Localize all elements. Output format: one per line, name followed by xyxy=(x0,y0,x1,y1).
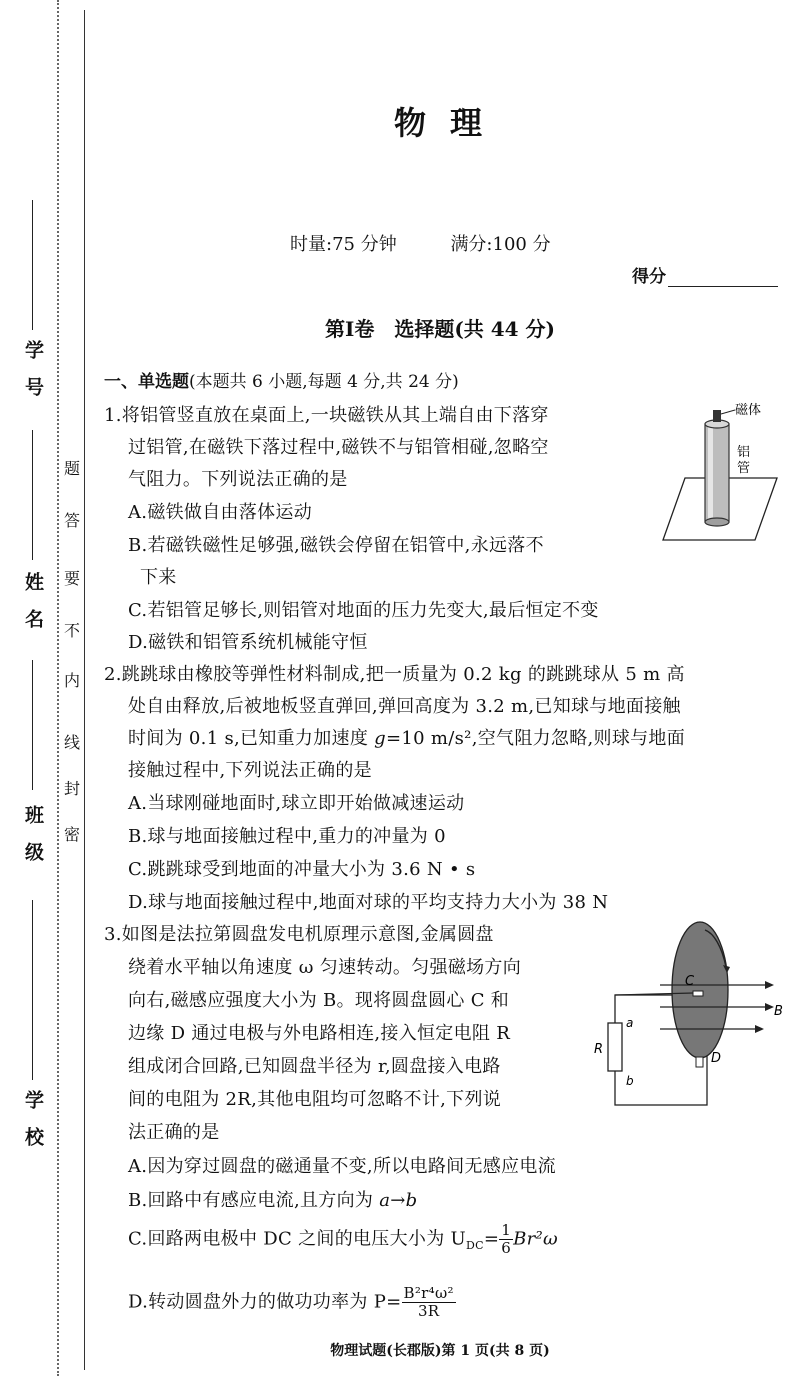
metal-disk xyxy=(672,922,728,1058)
q3-option-a: A.因为穿过圆盘的磁通量不变,所以电路间无感应电流 xyxy=(128,1156,556,1177)
q1-option-b: B.若磁铁磁性足够强,磁铁会停留在铝管中,永远落不 xyxy=(128,535,544,556)
notice-char: 密 xyxy=(63,825,80,844)
part-heading xyxy=(104,367,459,392)
q1-line: 过铝管,在磁铁下落过程中,磁铁不与铝管相碰,忽略空 xyxy=(128,437,549,458)
notice-char: 不 xyxy=(63,621,80,640)
label-b: b xyxy=(626,1074,634,1088)
gravity-symbol: g xyxy=(374,728,386,749)
exam-full-score: 满分:100 分 xyxy=(450,234,551,255)
part-note: (本题共 6 小题,每题 4 分,共 24 分) xyxy=(189,372,459,392)
q1-line: 气阻力。下列说法正确的是 xyxy=(128,469,348,490)
field-arrowhead xyxy=(765,1003,774,1011)
notice-char: 答 xyxy=(63,511,80,530)
tube-label-2: 管 xyxy=(737,461,751,476)
field-arrowhead xyxy=(755,1025,764,1033)
q2-line: 2.跳跳球由橡胶等弹性材料制成,把一质量为 0.2 kg 的跳跳球从 5 m 高 xyxy=(104,664,685,685)
edge-wire xyxy=(700,1067,707,1105)
q3-option-d-text: D.转动圆盘外力的做功功率为 P= xyxy=(128,1291,402,1313)
score-field xyxy=(632,262,778,287)
power-denominator: 3R xyxy=(417,1302,440,1320)
magnet-label: 磁体 xyxy=(735,403,762,418)
q3-line: 边缘 D 通过电极与外电路相连,接入恒定电阻 R xyxy=(128,1023,511,1044)
q2-line: 接触过程中,下列说法正确的是 xyxy=(128,760,372,781)
name-label: 姓名 xyxy=(22,572,44,646)
seal-notice xyxy=(62,0,82,1376)
field-arrowhead xyxy=(765,981,774,989)
voltage-expression: Br²ω xyxy=(513,1228,559,1250)
q2-line-part: =10 m/s²,空气阻力忽略,则球与地面 xyxy=(386,728,686,749)
q3-option-b-text: B.回路中有感应电流,且方向为 xyxy=(128,1190,380,1211)
exam-meta xyxy=(290,230,599,256)
center-electrode xyxy=(693,991,703,996)
part-label: 一、单选题 xyxy=(104,372,189,392)
q1-option-a: A.磁铁做自由落体运动 xyxy=(128,502,313,523)
tube-bottom xyxy=(705,518,729,526)
page-footer: 物理试题(长郡版)第 1 页(共 8 页) xyxy=(330,1343,550,1359)
q1-option-b-cont: 下来 xyxy=(140,567,177,588)
q3-option-c-text: C.回路两电极中 DC 之间的电压大小为 U xyxy=(128,1228,466,1250)
notice-char: 封 xyxy=(63,779,80,798)
label-a: a xyxy=(626,1016,634,1030)
power-numerator: B²r⁴ω² xyxy=(403,1284,454,1302)
notice-char: 线 xyxy=(63,733,80,752)
fraction-denominator: 6 xyxy=(501,1239,512,1257)
tube-label-1: 铝 xyxy=(737,445,751,460)
q3-line: 绕着水平轴以角速度 ω 匀速转动。匀强磁场方向 xyxy=(128,957,522,978)
q1-option-d: D.磁铁和铝管系统机械能守恒 xyxy=(128,632,368,653)
q3-option-b xyxy=(128,1186,417,1212)
class-blank xyxy=(32,660,33,790)
label-D: D xyxy=(711,1051,722,1066)
notice-char: 要 xyxy=(63,569,80,588)
student-id-blank xyxy=(32,200,33,330)
class-label: 班级 xyxy=(22,805,44,879)
q2-line-part: 时间为 0.1 s,已知重力加速度 xyxy=(128,728,369,749)
resistor xyxy=(608,1023,622,1071)
q3-line: 3.如图是法拉第圆盘发电机原理示意图,金属圆盘 xyxy=(104,924,494,945)
tube-highlight xyxy=(708,424,713,522)
student-id-label: 学号 xyxy=(22,340,44,414)
q3-figure-faraday-disk xyxy=(590,915,790,1115)
label-B: B xyxy=(774,1004,783,1019)
edge-electrode xyxy=(696,1057,703,1067)
binding-dotted-line xyxy=(57,0,59,1376)
q2-option-c: C.跳跳球受到地面的冲量大小为 3.6 N • s xyxy=(128,859,476,880)
notice-char: 内 xyxy=(63,671,80,690)
q1-figure-magnet-tube xyxy=(655,400,785,550)
q2-line: 处自由释放,后被地板竖直弹回,弹回高度为 3.2 m,已知球与地面接触 xyxy=(128,696,681,717)
q3-line: 向右,磁感应强度大小为 B。现将圆盘圆心 C 和 xyxy=(128,990,510,1011)
fraction-numerator: 1 xyxy=(501,1221,512,1239)
q2-option-b: B.球与地面接触过程中,重力的冲量为 0 xyxy=(128,826,446,847)
section-title: 第Ⅰ卷 选择题(共 44 分) xyxy=(324,317,556,341)
q3-line: 法正确的是 xyxy=(128,1122,220,1143)
fraction-one-sixth xyxy=(499,1222,513,1257)
q2-option-d: D.球与地面接触过程中,地面对球的平均支持力大小为 38 N xyxy=(128,892,609,913)
power-fraction xyxy=(402,1285,456,1320)
score-blank xyxy=(668,268,778,287)
equals-sign: = xyxy=(483,1228,500,1250)
q1-line: 1.将铝管竖直放在桌面上,一块磁铁从其上端自由下落穿 xyxy=(104,405,549,426)
q3-line: 间的电阻为 2R,其他电阻均可忽略不计,下列说 xyxy=(128,1089,502,1110)
score-label: 得分 xyxy=(632,267,666,287)
notice-char: 题 xyxy=(63,459,80,478)
label-C: C xyxy=(685,974,695,989)
q2-option-a: A.当球刚碰地面时,球立即开始做减速运动 xyxy=(128,793,465,814)
magnet xyxy=(713,410,721,422)
binding-solid-line xyxy=(84,10,85,1370)
q3-option-d xyxy=(128,1285,456,1320)
school-blank xyxy=(32,900,33,1080)
current-direction: a→b xyxy=(379,1190,418,1211)
school-label: 学校 xyxy=(22,1090,44,1164)
page-title: 物理 xyxy=(393,104,506,142)
label-R: R xyxy=(594,1042,604,1057)
exam-time: 时量:75 分钟 xyxy=(290,234,397,255)
magnet-pointer xyxy=(721,410,735,414)
voltage-subscript: DC xyxy=(466,1239,484,1253)
q3-line: 组成闭合回路,已知圆盘半径为 r,圆盘接入电路 xyxy=(128,1056,501,1077)
q1-option-c: C.若铝管足够长,则铝管对地面的压力先变大,最后恒定不变 xyxy=(128,600,599,621)
q3-option-c xyxy=(128,1222,558,1257)
name-blank xyxy=(32,430,33,560)
q2-line-g xyxy=(128,724,685,750)
